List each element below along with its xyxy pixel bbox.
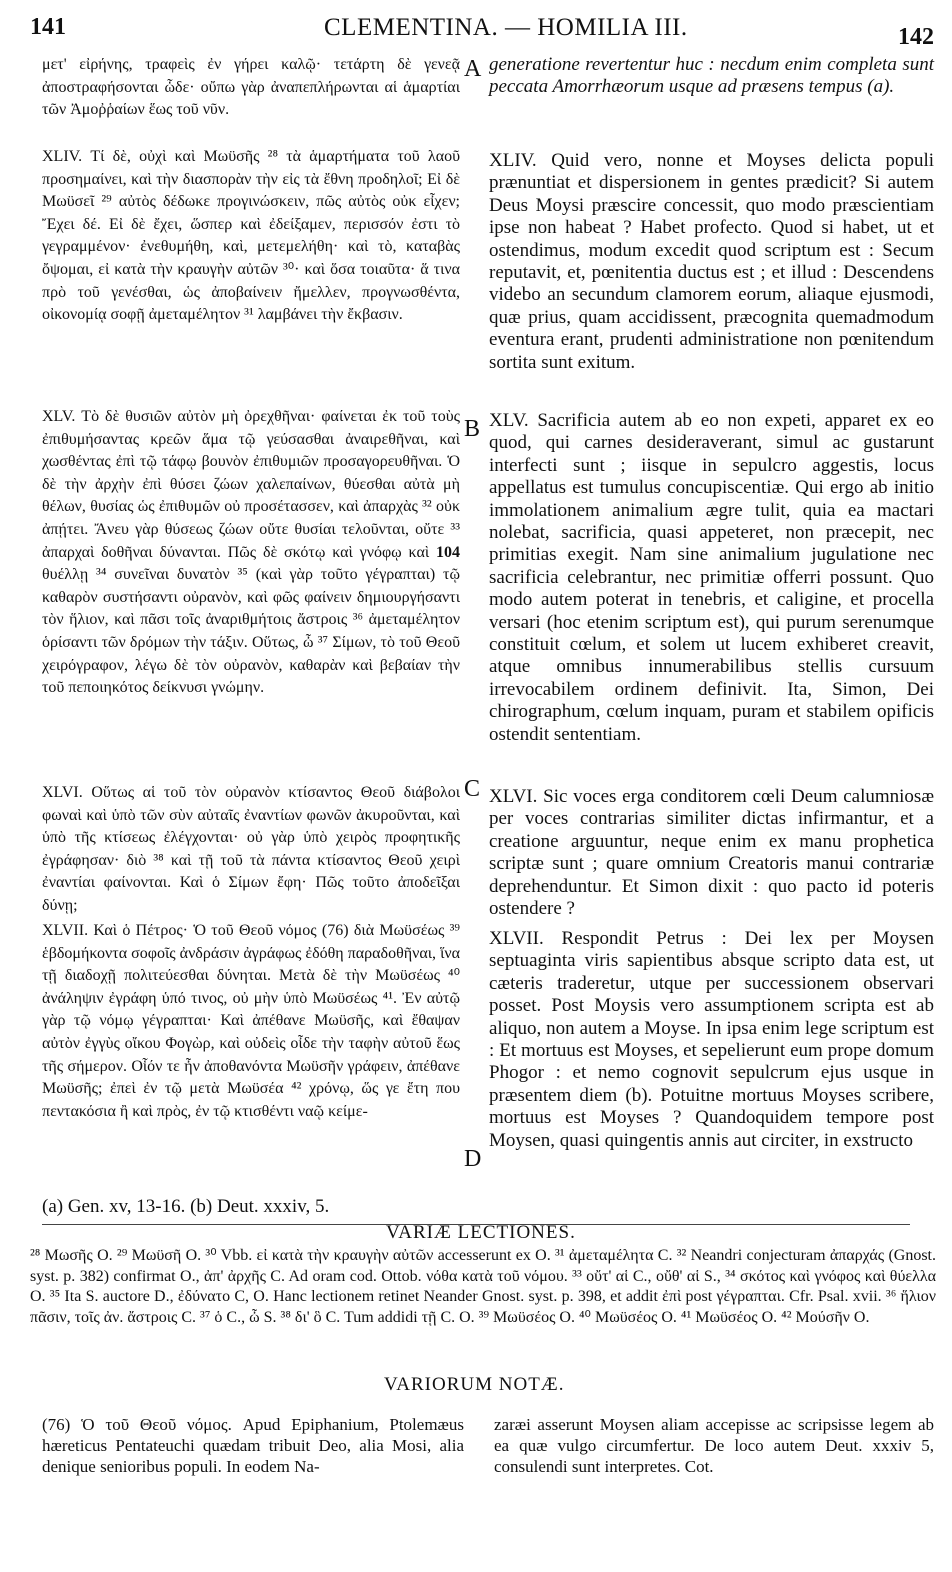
margin-marker-b: B <box>464 416 481 442</box>
margin-marker-d: D <box>464 1146 482 1172</box>
latin-para-1: generatione revertentur huc : necdum enim completa sunt peccata Amorrhæorum usque ad præsens tempus (a). <box>489 54 934 98</box>
running-title: CLEMENTINA. — HOMILIA III. <box>324 14 688 41</box>
greek-para-xlv <box>42 406 460 700</box>
margin-marker-c: C <box>464 776 481 802</box>
margin-marker-a: A <box>464 56 482 82</box>
folio-marker: 104 <box>436 543 461 561</box>
variae-lectiones-text: ²⁸ Μωσῆς O. ²⁹ Μωϋσῆ O. ³⁰ Vbb. εἰ κατὰ τὴν κραυγὴν αὐτῶν accesserunt ex O. ³¹ ἀμεταμέλητα C. ³² Neandri conjecturam ἀπαρχάς (Gnost. syst. p. 382) confirmat O., ἀπ' ἀρχῆς C. Ad oram cod. Ottob. νόθα κατὰ τοῦ νόμου. ³³ οὔτ' αἱ C., οὔθ' αἱ S., ³⁴ σκότος καὶ γνόφος καὶ θύελλα O. ³⁵ Ita S. auctore D., ἐδύνατο C, O. Hanc lectionem retinet Neander Gnost. syst. p. 398, et addit ἐπὶ post γέγραπται. Cfr. Psal. xvii. ³⁶ ἥλιον πᾶσιν, τοῖς ἀν. ἄστροις C. ³⁷ ὁ C., ὦ S. ³⁸ δι' ὃ C. Tum addidi τῇ C. O. ³⁹ Μωϋσέος O. ⁴⁰ Μωϋσέος O. ⁴¹ Μωϋσέος O. ⁴² Μούσῆν O. <box>30 1247 936 1326</box>
footnote-references: (a) Gen. xv, 13-16. (b) Deut. xxxiv, 5. <box>42 1196 330 1217</box>
page-number-left: 141 <box>30 14 66 40</box>
page-header <box>0 0 952 50</box>
latin-para-xlv: XLV. Sacrificia autem ab eo non expeti, apparet ex eo quod, qui carnes desideraverant, simul ac gustarunt interfecti sunt ; iisque in sepulcro aggestis, locus appellatus est tumulus concupiscentiæ. Qui ergo ab initio immolationem animalium ægre tulit, quia ea mactari nolebat, sacrificia, quasi appeteret, non præcepit, nec primitias exegit. Nam sine animalium jugulatione nec sacrificia celebrantur, nec primitiæ offerri possunt. Quo modo autem poterat in tenebris, et caligine, et procella versari (hoc etenim scriptum est), qui purum serenumque constituit cœlum, et solem ut lucem exhiberet creavit, atque omnibus innumerabilibus stellis cursuum irrevocabilem ordinem definivit. Ita, Simon, Dei chirographum, cœlum inquam, puram et stabilem opificis ostendit sententiam. <box>489 410 934 745</box>
variorum-notae-title: VARIORUM NOTÆ. <box>384 1374 565 1395</box>
greek-para-1: μετ' εἰρήνης, τραφεὶς ἐν γήρει καλῷ· τετάρτη δὲ γενεᾷ ἀποστραφήσονται ὧδε· οὔπω γὰρ ἀναπεπλήρωνται αἱ ἁμαρτίαι τῶν Ἀμοῤῥαίων ἕως τοῦ νῦν. <box>42 56 460 119</box>
greek-para-xlvii: XLVII. Καὶ ὁ Πέτρος· Ὁ τοῦ Θεοῦ νόμος (76) διὰ Μωϋσέως ³⁹ ἑβδομήκοντα σοφοῖς ἀνδράσιν ἀγράφως ἐδόθη παραδοθῆναι, ἵνα τῇ διαδοχῇ πολιτεύεσθαι δύνηται. Μετὰ δὲ τὴν Μωϋσέως ⁴⁰ ἀνάληψιν ἐγράφη ὑπό τινος, οὐ μὴν ὑπὸ Μωϋσέως ⁴¹. Ἐν αὐτῷ γὰρ τῷ νόμῳ γέγραπται· Καὶ ἀπέθανε Μωϋσῆς, καὶ ἔθαψαν αὐτὸν ἐγγὺς οἴκου Φογὼρ, καὶ οὐδεὶς οἶδε τὴν ταφὴν αὐτοῦ ἕως τῆς σήμερον. Οἷόν τε ἦν ἀποθανόντα Μωϋσῆν γράφειν, ἀπέθανε Μωϋσῆς; ἐπεὶ ἐν τῷ μετὰ Μωϋσέα ⁴² χρόνῳ, ὥς γε ἔτη που πεντακόσια ἢ καὶ πρὸς, ἐν τῷ κτισθέντι ναῷ κείμε- <box>42 922 460 1120</box>
notae-right-column: zaræi asserunt Moysen aliam accepisse ac scripsisse legem ab ea quæ vulgo circumfertur. De loco autem Deut. xxxiv 5, consulendi sunt interpretes. Cot. <box>494 1415 934 1476</box>
page-number-right: 142 <box>898 24 934 50</box>
greek-para-xlvi: XLVI. Οὕτως αἱ τοῦ τὸν οὐρανὸν κτίσαντος Θεοῦ διάβολοι φωναὶ καὶ ὑπὸ τῶν σὺν αὐταῖς ἐναντίων φωνῶν ἀκυροῦνται, καὶ ὑπὸ τῆς κτίσεως ἐλέγχονται· οὐ γὰρ ὑπὸ χειρὸς προφητικῆς ἐγράφησαν· διὸ ³⁸ καὶ τῇ τοῦ τὰ πάντα κτίσαντος Θεοῦ χειρὶ ἐναντίαι φαίνονται. Καὶ ὁ Σίμων ἔφη· Πῶς τοῦτο ἀποδεῖξαι δύνῃ; <box>42 784 460 914</box>
greek-para-xliv: XLIV. Τί δὲ, οὐχὶ καὶ Μωϋσῆς ²⁸ τὰ ἁμαρτήματα τοῦ λαοῦ προσημαίνει, καὶ τὴν διασπορὰν τὴν εἰς τὰ ἔθνη προδηλοῖ; Εἰ δὲ Μωϋσεῖ ²⁹ αὐτὸς δέδωκε προγινώσκειν, πῶς αὐτὸς οὐκ εἶχεν; Ἔχει δέ. Εἰ δὲ ἔχει, ὥσπερ καὶ ἐδείξαμεν, περισσόν ἐστι τὸ γεγραμμένον· ἐνεθυμήθη, καὶ, μετεμελήθη· καὶ τὸ, καταβὰς ὄψομαι, εἰ κατὰ τὴν κραυγὴν αὐτῶν ³⁰· καὶ ὅσα τοιαῦτα· ἅ τινα πρὸ τοῦ γενέσθαι, ὡς ἀποβαίνειν ἤμελλεν, προγνωσθέντα, οἰκονομίᾳ σοφῇ ἀμεταμέλητον ³¹ λαμβάνει τὴν ἔκβασιν. <box>42 148 460 324</box>
greek-xlv-text-cont: θυέλλῃ ³⁴ συνεῖναι δυνατὸν ³⁵ (καὶ γὰρ τοῦτο γέγραπται) τῷ καθαρὸν συστήσαντι οὐρανὸν, καὶ φῶς φαίνειν δημιουργήσαντι τὸν ἥλιον, καὶ πᾶσι τοῖς ἀναριθμήτοις ἄστροις ³⁶ ἀμεταμέλητον ὁρίσαντι τῶν δρόμων τὴν τάξιν. Οὕτως, ὦ ³⁷ Σίμων, τὸ τοῦ Θεοῦ χειρόγραφον, λέγω δὲ τὸν οὐρανὸν, καθαρὰν καὶ βεβαίαν τὴν τοῦ πεποιηκότος δείκνυσι γνώμην. <box>42 566 460 697</box>
latin-para-xliv: XLIV. Quid vero, nonne et Moyses delicta populi prænuntiat et dispersionem in gentes prædicit? Si autem Deus Moysi præscire concessit, quo modo præscientiam ipse non habeat ? Habet profecto. Quod si habet, ut et ostendimus, modum excedit quod scriptum est : Secum reputavit, et, pœnitentia ductus est ; et illud : Descendens videbo an secundum clamorem eorum, aliaque ejusmodi, quæ prius, quam accidissent, præcognita quemadmodum eventura erant, prudenti administratione non pœnitendum sortita sunt exitum. <box>489 150 934 373</box>
latin-para-xlvi: XLVI. Sic voces erga conditorem cœli Deum calumniosæ per voces contrarias similiter dictas infirmantur, et a creatione arguuntur, neque enim ex manu prophetica scriptæ sunt ; quare omnium Creatoris manui contrariæ deprehenduntur. Et Simon dixit : quo pacto id poteris ostendere ? <box>489 786 934 920</box>
latin-para-xlvii: XLVII. Respondit Petrus : Dei lex per Moysen septuaginta viris sapientibus absque scripto data est, ut cæteris traderetur, utque per successionem observari posset. Post Moysis vero assumptionem scripta est ab aliquo, non autem a Moyse. In ipsa enim lege scriptum est : Et mortuus est Moyses, et sepelierunt eum prope domum Phogor : et nemo cognovit sepulcrum ejus usque in præsentem diem (b). Potuitne mortuus Moyses scribere, mortuus est Moyses ? Quandoquidem tempore post Moysen, quasi quingentis annis aut circiter, in exstructo <box>489 928 934 1151</box>
notae-left-column: (76) Ὁ τοῦ Θεοῦ νόμος. Apud Epiphanium, Ptolemæus hæreticus Pentateuchi quædam tribuit Deo, alia Mosi, alia denique senioribus populi. In eodem Na- <box>42 1415 464 1476</box>
greek-xlv-text: XLV. Τὸ δὲ θυσιῶν αὐτὸν μὴ ὀρεχθῆναι· φαίνεται ἐκ τοῦ τοὺς ἐπιθυμήσαντας κρεῶν ἅμα τῷ γεύσασθαι ἀναιρεθῆναι, καὶ χωσθέντας ἐπὶ τῷ τάφῳ βουνὸν ἐπιθυμιῶν προσαγορευθῆναι. Ὁ δὲ τὴν ἀρχὴν ἐπὶ θύσει ζώων χαλεπαίνων, θύεσθαι αὐτὰ μὴ θέλων, θυσίας ὡς ἐπιθυμῶν οὐ προσέτασσεν, καὶ ἀπαρχὰς ³² οὐκ ἀπῄτει. Ἄνευ γὰρ θύσεως ζώων οὔτε θυσίαι τελοῦνται, οὔτε ³³ ἀπαρχαὶ δοθῆναι δύνανται. Πῶς δὲ σκότῳ καὶ γνόφῳ καὶ <box>42 408 460 561</box>
variae-lectiones-title: VARIÆ LECTIONES. <box>386 1222 576 1243</box>
